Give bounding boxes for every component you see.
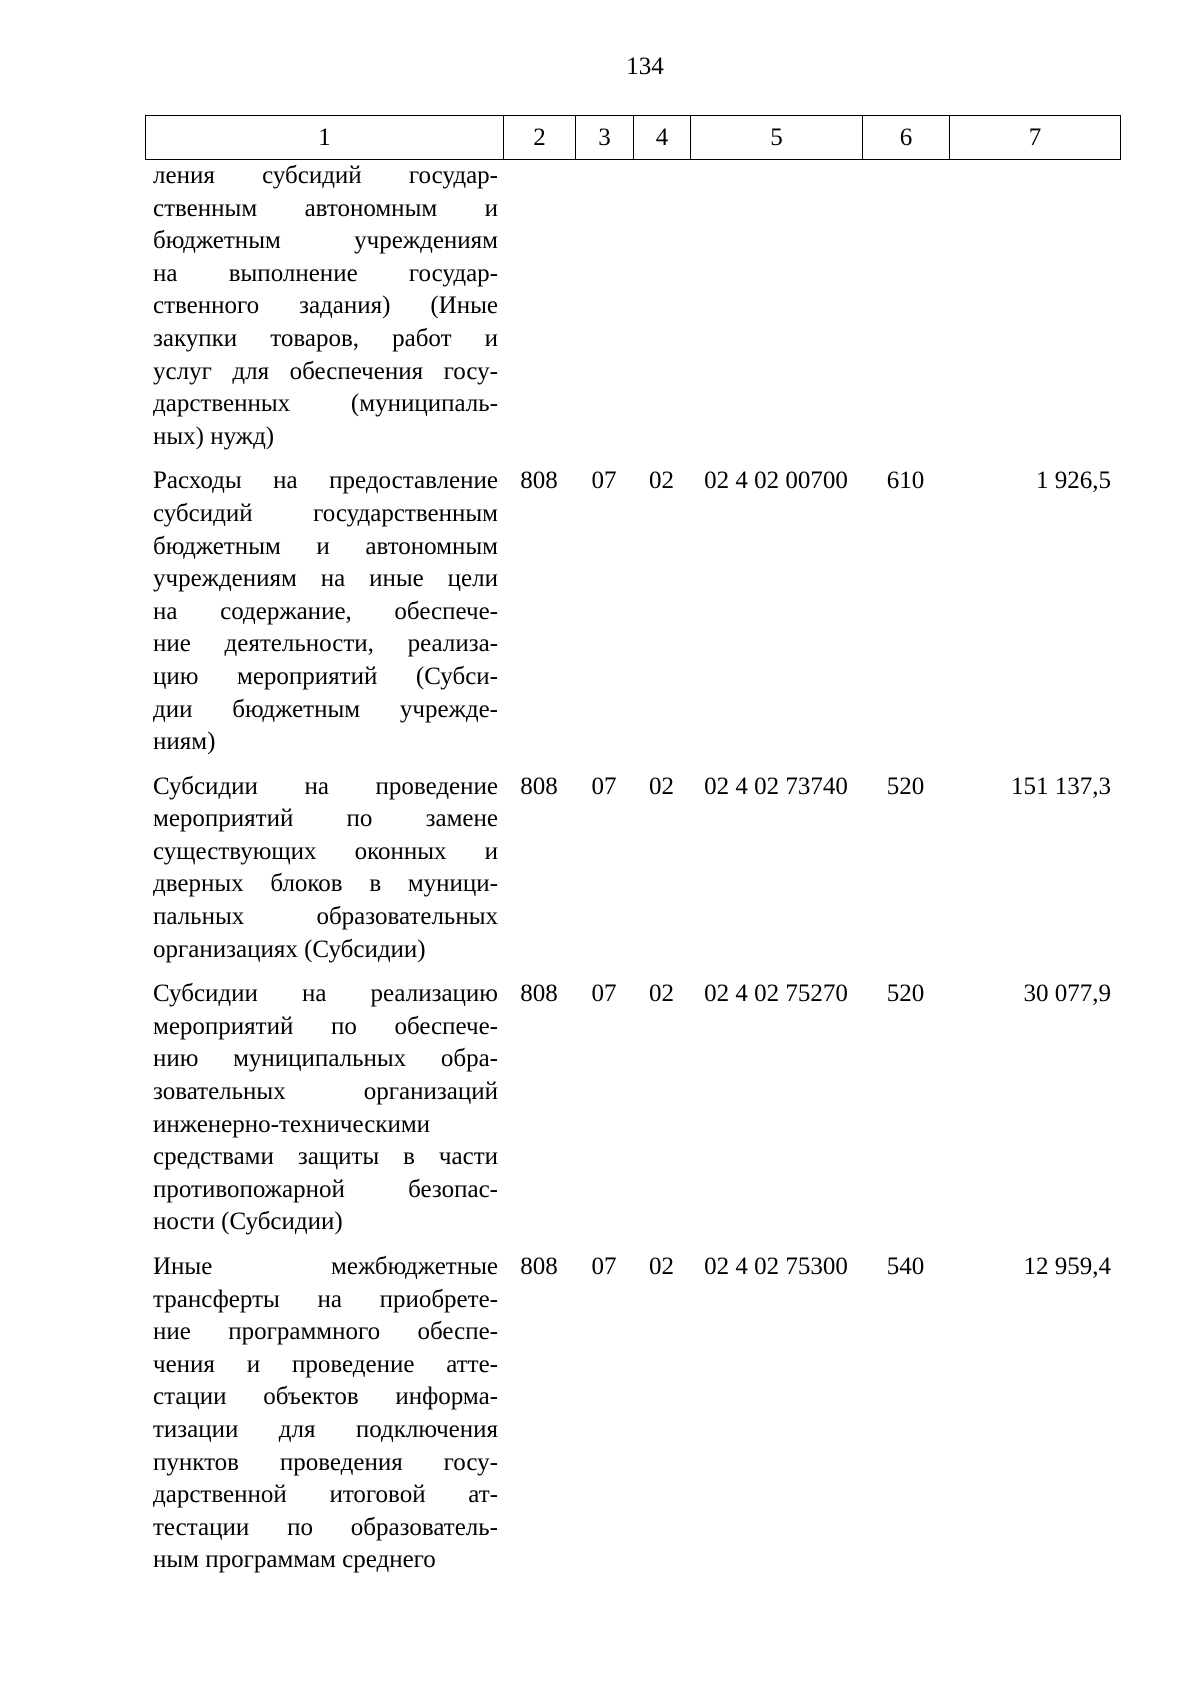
row-description	[145, 771, 498, 967]
col-2-value: 808	[520, 1253, 558, 1280]
column-header-1: 1	[146, 116, 504, 160]
description-line: ние программного обеспе-	[153, 1318, 498, 1346]
description-line: Субсидии на проведение	[153, 772, 498, 800]
description-line: дверных блоков в муници-	[153, 870, 498, 898]
column-header-4: 4	[634, 116, 691, 160]
row-description	[145, 978, 498, 1239]
description-line: тизации для подключения	[153, 1415, 498, 1443]
col-6-value: 520	[886, 980, 925, 1008]
col-5-value: 02 4 02 75300	[704, 1253, 848, 1280]
col-5-value: 02 4 02 00700	[704, 467, 848, 495]
description-line: бюджетным и автономным	[153, 532, 498, 560]
description-line: Субсидии на реализацию	[153, 980, 498, 1008]
description-line: субсидий государственным	[153, 499, 498, 527]
description-line: Расходы на предоставление	[153, 467, 498, 495]
column-header-6: 6	[863, 116, 950, 160]
description-line: ние деятельности, реализа-	[153, 630, 498, 658]
col-4-value: 02	[649, 1253, 674, 1280]
description-line: нию муниципальных обра-	[153, 1045, 498, 1073]
description-line: Иные межбюджетные	[153, 1253, 498, 1280]
col-3-value: 07	[591, 980, 617, 1008]
description-line: зовательных организаций	[153, 1078, 498, 1106]
description-line: инженерно-техническими	[153, 1110, 431, 1138]
table-row	[145, 160, 1120, 453]
row-description	[145, 465, 498, 758]
table-row	[145, 771, 1120, 967]
col-7-value: 30 077,9	[1023, 980, 1111, 1008]
description-line: пунктов проведения госу-	[153, 1448, 498, 1476]
description-line: мероприятий по обеспече-	[153, 1012, 498, 1040]
col-2-value: 808	[520, 467, 558, 495]
col-4-value: 02	[649, 772, 674, 800]
description-line: учреждениям на иные цели	[153, 565, 498, 593]
description-line: ственного задания) (Иные	[153, 292, 498, 320]
description-line: на выполнение государ-	[153, 259, 498, 287]
col-7-value: 1 926,5	[1036, 467, 1111, 495]
description-line: тестации по образователь-	[153, 1513, 498, 1541]
row-description	[145, 1251, 498, 1577]
description-line: стации объектов информа-	[153, 1383, 498, 1411]
col-6-value: 610	[886, 467, 925, 495]
col-6-value: 520	[886, 772, 925, 800]
description-line: мероприятий по замене	[153, 805, 498, 833]
column-header-3: 3	[576, 116, 634, 160]
table-body	[145, 160, 1120, 1577]
description-line: ления субсидий государ-	[153, 162, 498, 189]
description-line: услуг для обеспечения госу-	[153, 357, 498, 385]
row-description	[145, 160, 498, 453]
description-line: дарственной итоговой ат-	[153, 1481, 498, 1509]
col-5-value: 02 4 02 75270	[704, 980, 848, 1008]
description-line: бюджетным учреждениям	[153, 227, 498, 255]
description-line: ным программам среднего	[153, 1546, 436, 1574]
description-line: на содержание, обеспече-	[153, 597, 498, 625]
table-row	[145, 978, 1120, 1239]
col-3-value: 07	[591, 467, 617, 495]
description-line: ственным автономным и	[153, 194, 498, 222]
description-line: существующих оконных и	[153, 837, 498, 865]
description-line: пальных образовательных	[153, 903, 498, 931]
table-header	[145, 115, 1121, 160]
col-3-value: 07	[591, 1253, 617, 1280]
col-6-value: 540	[886, 1253, 925, 1280]
description-line: ности (Субсидии)	[153, 1208, 343, 1236]
description-line: закупки товаров, работ и	[153, 324, 498, 352]
description-line: дии бюджетным учрежде-	[153, 695, 498, 723]
description-line: чения и проведение атте-	[153, 1350, 498, 1378]
col-2-value: 808	[520, 772, 558, 800]
col-3-value: 07	[591, 772, 617, 800]
description-line: цию мероприятий (Субси-	[153, 662, 498, 690]
col-4-value: 02	[649, 467, 674, 495]
column-header-2: 2	[504, 116, 576, 160]
col-4-value: 02	[649, 980, 674, 1008]
description-line: организациях (Субсидии)	[153, 935, 426, 963]
table-row	[145, 1251, 1120, 1577]
description-line: средствами защиты в части	[153, 1143, 498, 1171]
description-line: ных) нужд)	[153, 422, 275, 450]
col-7-value: 12 959,4	[1023, 1253, 1111, 1280]
table-row	[145, 465, 1120, 758]
col-5-value: 02 4 02 73740	[704, 772, 848, 800]
col-2-value: 808	[520, 980, 558, 1008]
col-7-value: 151 137,3	[1011, 772, 1111, 800]
column-header-5: 5	[691, 116, 863, 160]
column-header-7: 7	[950, 116, 1121, 160]
description-line: дарственных (муниципаль-	[153, 390, 498, 418]
description-line: противопожарной безопас-	[153, 1175, 498, 1203]
description-line: ниям)	[153, 728, 216, 756]
description-line: трансферты на приобрете-	[153, 1285, 498, 1313]
page-number: 134	[626, 53, 664, 80]
